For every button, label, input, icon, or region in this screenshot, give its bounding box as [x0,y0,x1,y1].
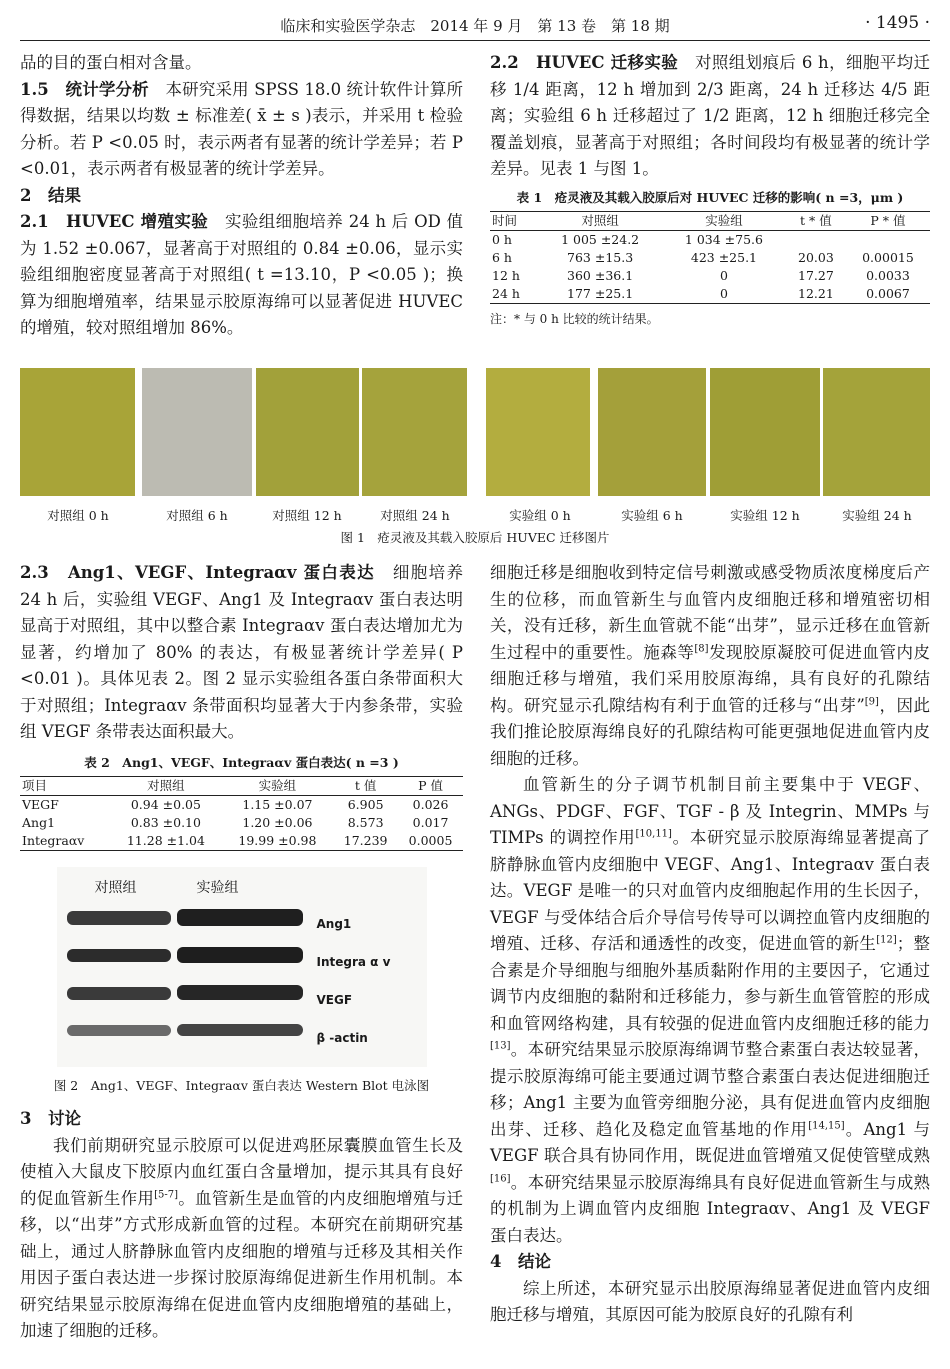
blot-label: Ang1 [316,916,352,931]
micrograph-panel [362,368,467,496]
table-header-cell: 对照组 [581,212,619,228]
micrograph-panel [486,368,590,496]
table-cell: 0.026 [412,796,449,812]
section-heading: 2.1 HUVEC 增殖实验 [20,212,209,231]
panel-label: 对照组 6 h [166,508,228,523]
citation: [14,15] [808,1120,845,1131]
citation: [8] [694,643,709,654]
left-column-mid [20,560,463,1103]
table-cell: 6.905 [347,796,384,812]
paragraph [490,560,930,772]
table-cell: 1.15 ±0.07 [242,796,313,812]
table-header-cell: 实验组 [705,212,743,228]
section-body: 细胞培养 24 h 后，实验组 VEGF、Ang1 及 Integraαv 蛋白表达明显高于对照组，其中以整合素 Integraαv 蛋白表达增加尤为显著，约增加了 80% 的表达，有极显著统计学差异( P <0.01 )。具体见表 2。图 2 显示实验组各蛋白条带面积大于对照组；Integraαv 条带面积均显著大于内参条带，实验组 VEGF 条带表达面积最大。 [20,563,463,741]
table-cell: 1 005 ±24.2 [561,231,640,247]
table-cell: 177 ±25.1 [567,285,634,301]
figure2-caption: 图 2 Ang1、VEGF、Integraαv 蛋白表达 Western Blot 电泳图 [53,1077,430,1093]
table-cell: 0.0067 [866,285,910,301]
text-run: 。本研究结果显示胶原海绵具有良好促进血管新生与成熟的机制为上调血管内皮细胞 Integraαv、Ang1 及 VEGF 蛋白表达。 [490,1172,930,1245]
section-body: 本研究采用 SPSS 18.0 统计软件计算所得数据，结果以均数 ± 标准差( x̄ ± s )表示，并采用 t 检验分析。若 P <0.05 时，表示两者有显著的统计学差异；若 P <0.01，表示两者有极显著的统计学差异。 [20,79,463,178]
table-cell: 17.27 [798,267,834,283]
table-cell: VEGF [22,796,59,812]
micrograph-panel [598,368,706,496]
table-row [20,795,463,814]
table-cell: 360 ±36.1 [567,267,634,283]
micrograph-panel [823,368,930,496]
table-cell: 17.239 [343,832,388,848]
panel-label: 实验组 24 h [842,508,912,523]
paragraph: 综上所述，本研究显示出胶原海绵显著促进血管内皮细胞迁移与增殖，其原因可能为胶原良好的孔隙有利 [490,1278,930,1324]
blot-band [67,911,171,925]
paragraph [20,1133,463,1345]
table1-caption: 表 1 疮灵液及其载入胶原后对 HUVEC 迁移的影响( n =3，μm ) [516,189,904,205]
panel-label: 实验组 12 h [730,508,800,523]
table1-note: 注：* 与 0 h 比较的统计结果。 [490,311,659,326]
table-header-row [20,776,463,795]
table-cell: 763 ±15.3 [567,249,634,265]
text-run: 。本研究结果显示胶原海绵调节整合素蛋白表达较显著，提示胶原海绵可能主要通过调节整合素蛋白表达促进细胞迁移；Ang1 主要为血管旁细胞分泌，具有促进血管内皮细胞出芽、迁移、趋化及稳定血管基地的作用 [490,1040,930,1139]
table-cell: 0.83 ±0.10 [130,814,201,830]
text-run: 。血管新生是血管的内皮细胞增殖与迁移，以“出芽”方式形成新血管的过程。本研究在前期研究基础上，通过人脐静脉血管内皮细胞的增殖与迁移及其相关作用因子蛋白表达进一步探讨胶原海绵促进新生作用机制。本研究结果显示胶原海绵在促进血管内皮细胞增殖的基础上，加速了细胞的迁移。 [20,1188,464,1340]
section-heading: 1.5 统计学分析 [20,79,149,99]
table-header-cell: t 值 [354,777,377,793]
table-cell: 6 h [492,249,512,265]
table-cell: Integraαv [22,832,85,848]
section-body: 实验组细胞培养 24 h 后 OD 值为 1.52 ±0.067，显著高于对照组的 0.84 ±0.06，显示实验组细胞密度显著高于对照组( t =13.10，P <0.05 )；换算为细胞增殖率，结果显示胶原海绵可以显著促进 HUVEC 的增殖，较对照组增加 86%。 [20,212,463,337]
table-cell: 1.20 ±0.06 [242,814,313,830]
table-cell: 0.017 [412,814,449,830]
section-heading: 3 讨论 [20,1109,81,1128]
blot-label: VEGF [316,992,353,1007]
text-run: 细胞迁移是细胞收到特定信号刺激或感受物质浓度梯度后产生的位移，而血管新生与血管内皮细胞迁移和增殖密切相关，没有迁移，新生血管就不能“出芽”，显示迁移在血管新生过程中的重要性。施森等 [490,563,930,662]
blot-band [67,987,171,1000]
blot-band [67,1025,171,1036]
citation: [16] [490,1173,511,1184]
right-column-top [490,50,930,328]
citation: [12] [876,934,897,946]
table-cell: 0 h [492,231,512,247]
table-cell: 12 h [492,267,520,283]
panel-label: 实验组 0 h [509,508,571,523]
table-row [490,267,930,285]
blot-band [177,947,303,963]
text-run: 。本研究显示胶原海绵显著提高了脐静脉血管内皮细胞中 VEGF、Ang1、Integraαv 蛋白表达。VEGF 是唯一的只对血管内皮细胞起作用的生长因子，VEGF 与受体结合后介导信号传导可以调控血管内皮细胞的增殖、迁移、存活和通透性的改变，促进血管的新生 [490,828,930,953]
table-header-cell: P 值 [418,777,443,793]
table-cell: 19.99 ±0.98 [238,832,317,848]
section-2-3 [20,560,463,746]
micrograph-panel [142,368,252,496]
table-header-cell: t * 值 [800,212,832,228]
table-header-cell: 项目 [22,777,48,793]
blot-label: Integra α v [316,954,391,969]
section-heading: 2.2 HUVEC 迁移实验 [490,53,679,72]
table-cell [846,230,930,249]
section-heading: 2.3 Ang1、VEGF、Integraαv 蛋白表达 [20,563,376,582]
table-cell: 0.0005 [408,832,453,848]
right-column-bottom [490,560,930,1329]
table-cell: 20.03 [798,249,834,265]
table-row [20,832,463,851]
table-header-cell: 时间 [492,212,518,228]
table-cell: 0 [719,285,728,301]
table-cell [786,230,846,249]
blot-label: β -actin [316,1030,368,1045]
section-heading: 4 结论 [490,1252,551,1271]
table-cell: Ang1 [22,814,56,830]
table-cell: 12.21 [798,285,834,301]
table-cell: 0 [719,267,728,283]
text-run: 。Ang1 与 VEGF 联合具有协同作用，既促进血管增殖又促使管壁成熟 [490,1119,931,1165]
left-column-top [20,50,463,342]
table-cell: 0.00015 [862,249,914,265]
text-run: ；整合素是介导细胞与细胞外基质黏附作用的主要因子，它通过调节内皮细胞的黏附和迁移能力，参与新生血管管腔的形成和血管网络构建，具有较强的促进血管内皮细胞迁移的能力 [490,934,931,1033]
table-cell: 0.94 ±0.05 [130,796,201,812]
panel-label: 对照组 24 h [380,508,450,523]
section-body: 对照组划痕后 6 h，细胞平均迁移 1/4 距离，12 h 增加到 2/3 距离，24 h 迁移达 4/5 距离；实验组 6 h 迁移超过了 1/2 距离，12 h 细胞迁移完全覆盖划痕，显著高于对照组；各时间段均有极显著的统计学差异。见表 1 与图 1。 [490,53,930,178]
table1 [490,211,930,304]
blot-band [177,909,303,926]
citation: [5-7] [154,1189,179,1200]
table-row [490,230,930,249]
blot-group-label: 实验组 [196,879,239,896]
figure1-caption: 图 1 疮灵液及其载入胶原后 HUVEC 迁移图片 [340,530,610,545]
blot-band [177,1024,303,1036]
table-row [490,249,930,267]
western-blot-image [57,867,427,1067]
table-header-cell: P * 值 [870,212,906,228]
table-row [20,814,463,832]
text-run: ，因此我们推论胶原海绵良好的孔隙结构可能更强地促进血管内皮细胞的迁移。 [490,695,931,768]
journal-info: 临床和实验医学杂志 2014 年 9 月 第 13 卷 第 18 期 [280,17,670,35]
blot-band [177,985,303,1000]
section-2-1 [20,209,463,342]
micrograph-panel [710,368,820,496]
table2 [20,776,463,851]
micrograph-panel [256,368,359,496]
text-run: 发现胶原凝胶可促进血管内皮细胞迁移与增殖，我们采用胶原海绵，具有良好的孔隙结构。研究显示孔隙结构有利于血管的迁移与“出芽” [490,642,931,715]
blot-band [67,949,171,962]
table2-caption: 表 2 Ang1、VEGF、Integraαv 蛋白表达( n =3 ) [84,754,399,770]
citation: [13] [490,1040,511,1052]
paragraph: 品的目的蛋白相对含量。 [20,53,202,72]
table-cell: 11.28 ±1.04 [126,832,205,848]
text-run: 我们前期研究显示胶原可以促进鸡胚尿囊膜血管生长及使植入大鼠皮下胶原内血红蛋白含量增加，提示其具有良好的促血管新生作用 [20,1135,463,1208]
blot-group-label: 对照组 [94,879,137,896]
table-cell: 24 h [492,285,520,301]
running-header [20,10,930,41]
table-cell: 8.573 [347,814,384,830]
table-header-cell: 对照组 [147,777,185,793]
paragraph [490,772,930,1249]
panel-label: 对照组 12 h [272,508,342,523]
section-heading: 2 结果 [20,185,81,205]
table-header-cell: 实验组 [258,777,297,793]
table-header-row [490,211,930,230]
section-1-5 [20,77,463,183]
table-cell: 0.0033 [866,267,910,283]
table-row [490,285,930,304]
section-2-2 [490,50,930,183]
panel-label: 实验组 6 h [621,508,683,523]
panel-label: 对照组 0 h [47,508,109,523]
micrograph-panel [20,368,135,496]
citation: [9] [864,696,879,707]
citation: [10,11] [635,828,672,840]
left-column-bottom [20,1106,463,1345]
table-cell: 423 ±25.1 [690,249,758,265]
figure1 [20,368,930,543]
page-number: · 1495 · [865,13,930,33]
text-run: 血管新生的分子调节机制目前主要集中于 VEGF、ANGs、PDGF、FGF、TGF - β 及 Integrin、MMPs 与 TIMPs 的调控作用 [490,775,930,847]
table-cell: 1 034 ±75.6 [684,231,763,247]
